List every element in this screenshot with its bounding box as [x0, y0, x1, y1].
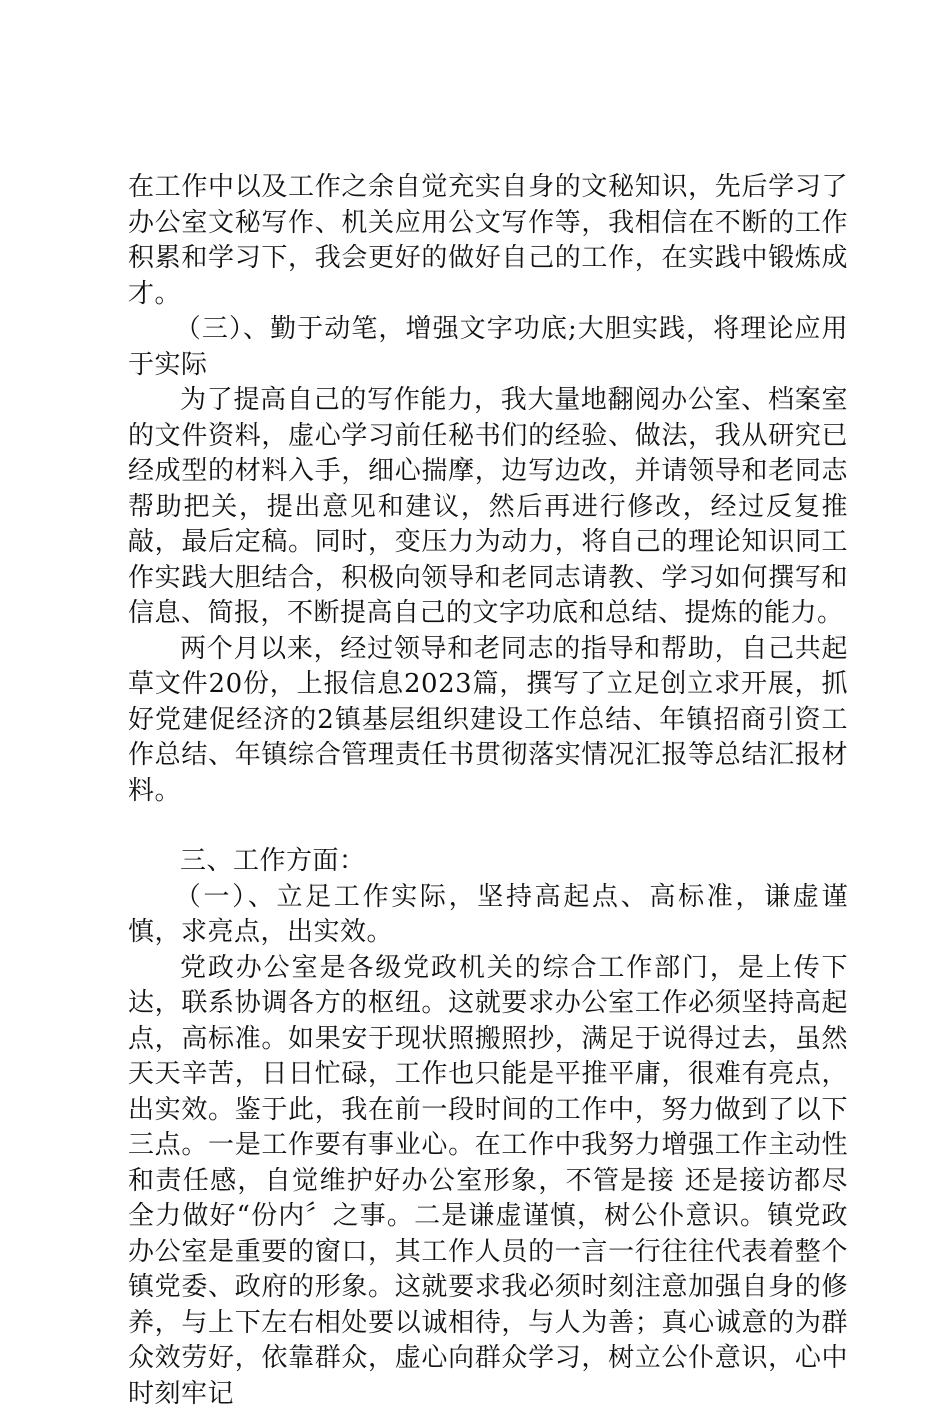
document-body	[128, 170, 848, 1412]
paragraph-gap	[128, 809, 848, 844]
subsection-heading-1: （一）、立足工作实际，坚持高起点、高标准，谦虚谨慎，求亮点，出实效。	[128, 880, 848, 951]
paragraph-office-role: 党政办公室是各级党政机关的综合工作部门，是上传下达，联系协调各方的枢纽。这就要求办公室工作必须坚持高起点，高标准。如果安于现状照搬照抄，满足于说得过去，虽然天天辛苦，日日忙碌，工作也只能是平推平庸，很难有亮点，出实效。鉴于此，我在前一段时间的工作中，努力做到了以下三点。一是工作要有事业心。在工作中我努力增强工作主动性和责任感，自觉维护好办公室形象，不管是接 还是接访都尽全力做好“份内〞之事。二是谦虚谨慎，树公仆意识。镇党政办公室是重要的窗口，其工作人员的一言一行往往代表着整个镇党委、政府的形象。这就要求我必须时刻注意加强自身的修养，与上下左右相处要以诚相待，与人为善；真心诚意的为群众效劳好，依靠群众，虚心向群众学习，树立公仆意识，心中时刻牢记	[128, 951, 848, 1412]
paragraph-1: 在工作中以及工作之余自觉充实自身的文秘知识，先后学习了办公室文秘写作、机关应用公文写作等，我相信在不断的工作积累和学习下，我会更好的做好自己的工作，在实践中锻炼成才。	[128, 170, 848, 312]
paragraph-two-months: 两个月以来，经过领导和老同志的指导和帮助，自己共起草文件20份，上报信息2023篇，撰写了立足创立求开展，抓好党建促经济的2镇基层组织建设工作总结、年镇招商引资工作总结、年镇综合管理责任书贯彻落实情况汇报等总结汇报材料。	[128, 632, 848, 810]
section-heading-work: 三、工作方面：	[128, 844, 848, 880]
section-heading-3: （三）、勤于动笔，增强文字功底;大胆实践，将理论应用于实际	[128, 312, 848, 383]
paragraph-writing-skills: 为了提高自己的写作能力，我大量地翻阅办公室、档案室的文件资料，虚心学习前任秘书们的经验、做法，我从研究已经成型的材料入手，细心揣摩，边写边改，并请领导和老同志帮助把关，提出意见和建议，然后再进行修改，经过反复推敲，最后定稿。同时，变压力为动力，将自己的理论知识同工作实践大胆结合，积极向领导和老同志请教、学习如何撰写和信息、简报，不断提高自己的文字功底和总结、提炼的能力。	[128, 383, 848, 632]
